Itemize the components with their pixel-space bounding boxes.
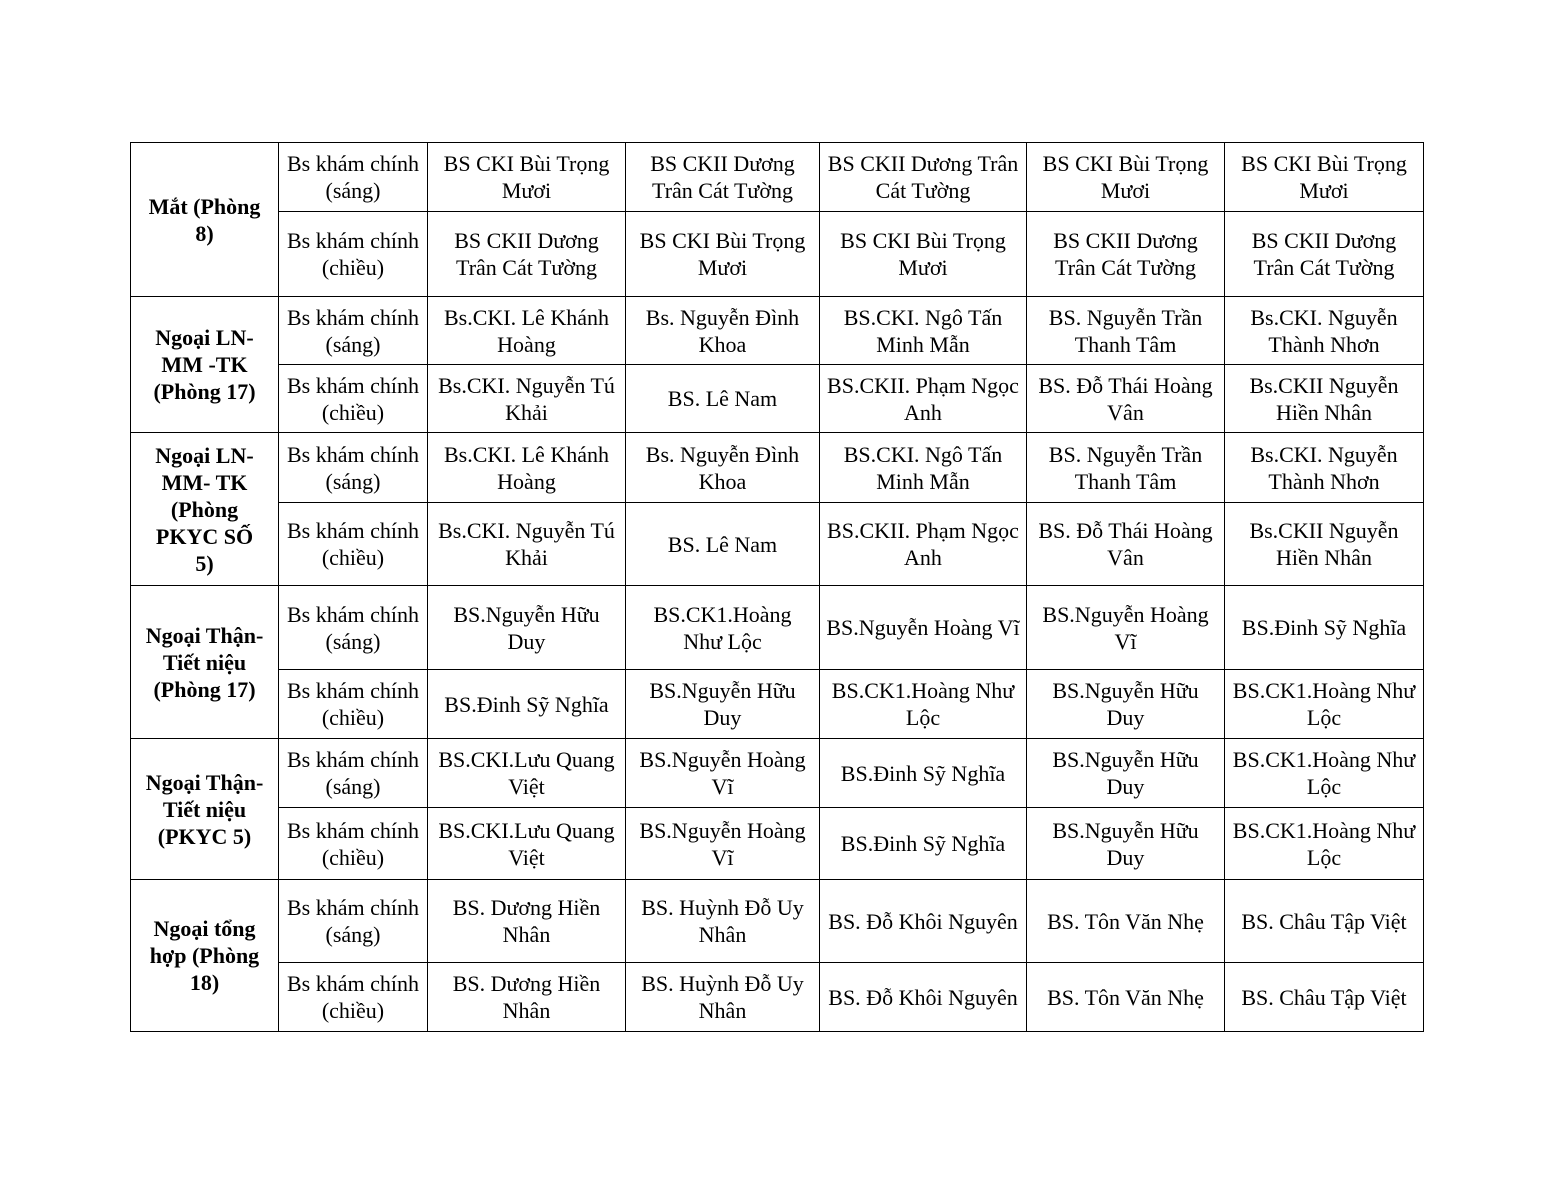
department-name-text: Ngoại Thận-Tiết niệu (PKYC 5): [145, 769, 264, 849]
doctor-cell: BS. Đỗ Khôi Nguyên: [820, 880, 1027, 963]
shift-label: Bs khám chính (chiều): [279, 365, 428, 433]
doctor-cell: BS CKII Dương Trân Cát Tường: [428, 212, 626, 297]
doctor-cell: BS.CKI.Lưu Quang Việt: [428, 739, 626, 808]
doctor-cell: BS.CK1.Hoàng Như Lộc: [626, 586, 820, 670]
doctor-cell: BS. Dương Hiền Nhân: [428, 880, 626, 963]
table-row: [131, 670, 1424, 739]
department-name-text: Ngoại LN-MM- TK (Phòng PKYC SỐ 5): [155, 442, 254, 576]
doctor-cell: BS.Nguyễn Hữu Duy: [1027, 808, 1225, 880]
doctor-cell: BS.CKII. Phạm Ngọc Anh: [820, 365, 1027, 433]
doctor-cell: Bs.CKI. Nguyễn Thành Nhơn: [1225, 433, 1424, 503]
shift-label: Bs khám chính (sáng): [279, 880, 428, 963]
schedule-body: [131, 143, 1424, 1032]
doctor-cell: BS CKII Dương Trân Cát Tường: [1225, 212, 1424, 297]
doctor-cell: Bs.CKI. Nguyễn Tú Khải: [428, 365, 626, 433]
department-name-text: Ngoại tổng hợp (Phòng 18): [149, 916, 260, 995]
doctor-cell: Bs. Nguyễn Đình Khoa: [626, 297, 820, 365]
table-row: [131, 880, 1424, 963]
doctor-cell: BS. Lê Nam: [626, 365, 820, 433]
doctor-cell: Bs.CKI. Lê Khánh Hoàng: [428, 433, 626, 503]
doctor-cell: BS CKI Bùi Trọng Mươi: [626, 212, 820, 297]
doctor-cell: BS.Nguyễn Hoàng Vĩ: [626, 808, 820, 880]
table-row: [131, 297, 1424, 365]
doctor-cell: BS.Nguyễn Hữu Duy: [428, 586, 626, 670]
doctor-cell: BS.Đinh Sỹ Nghĩa: [820, 739, 1027, 808]
schedule-table: [130, 142, 1424, 1032]
department-name: [131, 433, 279, 586]
table-row: [131, 808, 1424, 880]
doctor-cell: BS. Dương Hiền Nhân: [428, 963, 626, 1032]
doctor-cell: BS CKI Bùi Trọng Mươi: [428, 143, 626, 212]
doctor-cell: Bs.CKI. Nguyễn Thành Nhơn: [1225, 297, 1424, 365]
doctor-cell: Bs. Nguyễn Đình Khoa: [626, 433, 820, 503]
doctor-cell: BS.CKI. Ngô Tấn Minh Mẫn: [820, 297, 1027, 365]
department-name-text: Mắt (Phòng 8): [148, 193, 261, 246]
table-row: [131, 503, 1424, 586]
doctor-cell: BS. Huỳnh Đỗ Uy Nhân: [626, 963, 820, 1032]
doctor-cell: BS.CKI.Lưu Quang Việt: [428, 808, 626, 880]
doctor-cell: BS. Châu Tập Việt: [1225, 963, 1424, 1032]
doctor-cell: BS CKII Dương Trân Cát Tường: [626, 143, 820, 212]
table-row: [131, 143, 1424, 212]
doctor-cell: BS.Nguyễn Hữu Duy: [1027, 670, 1225, 739]
table-row: [131, 739, 1424, 808]
doctor-cell: BS.Đinh Sỹ Nghĩa: [1225, 586, 1424, 670]
doctor-cell: BS. Nguyễn Trần Thanh Tâm: [1027, 433, 1225, 503]
shift-label: Bs khám chính (chiều): [279, 503, 428, 586]
shift-label: Bs khám chính (sáng): [279, 143, 428, 212]
doctor-cell: BS. Châu Tập Việt: [1225, 880, 1424, 963]
doctor-cell: BS. Tôn Văn Nhẹ: [1027, 963, 1225, 1032]
doctor-cell: BS.Đinh Sỹ Nghĩa: [428, 670, 626, 739]
doctor-cell: BS CKI Bùi Trọng Mươi: [1027, 143, 1225, 212]
doctor-cell: BS.Nguyễn Hoàng Vĩ: [820, 586, 1027, 670]
department-name-text: Ngoại LN-MM -TK (Phòng 17): [153, 325, 256, 404]
shift-label: Bs khám chính (sáng): [279, 433, 428, 503]
doctor-cell: Bs.CKI. Lê Khánh Hoàng: [428, 297, 626, 365]
doctor-cell: BS.Nguyễn Hoàng Vĩ: [626, 739, 820, 808]
doctor-cell: BS. Tôn Văn Nhẹ: [1027, 880, 1225, 963]
doctor-cell: Bs.CKI. Nguyễn Tú Khải: [428, 503, 626, 586]
table-row: [131, 586, 1424, 670]
doctor-cell: BS. Lê Nam: [626, 503, 820, 586]
doctor-cell: BS CKII Dương Trân Cát Tường: [820, 143, 1027, 212]
doctor-cell: Bs.CKII Nguyễn Hiền Nhân: [1225, 365, 1424, 433]
shift-label: Bs khám chính (chiều): [279, 963, 428, 1032]
doctor-cell: BS. Đỗ Khôi Nguyên: [820, 963, 1027, 1032]
shift-label: Bs khám chính (chiều): [279, 808, 428, 880]
doctor-cell: Bs.CKII Nguyễn Hiền Nhân: [1225, 503, 1424, 586]
table-row: [131, 963, 1424, 1032]
doctor-cell: BS. Đỗ Thái Hoàng Vân: [1027, 503, 1225, 586]
doctor-cell: BS.Nguyễn Hữu Duy: [626, 670, 820, 739]
doctor-cell: BS.CKII. Phạm Ngọc Anh: [820, 503, 1027, 586]
doctor-cell: BS CKI Bùi Trọng Mươi: [1225, 143, 1424, 212]
table-row: [131, 433, 1424, 503]
department-name: [131, 297, 279, 433]
doctor-cell: BS.Nguyễn Hữu Duy: [1027, 739, 1225, 808]
shift-label: Bs khám chính (chiều): [279, 212, 428, 297]
doctor-cell: BS CKI Bùi Trọng Mươi: [820, 212, 1027, 297]
department-name: [131, 586, 279, 739]
department-name: [131, 739, 279, 880]
doctor-cell: BS.Đinh Sỹ Nghĩa: [820, 808, 1027, 880]
department-name: [131, 143, 279, 297]
doctor-cell: BS.CK1.Hoàng Như Lộc: [1225, 670, 1424, 739]
shift-label: Bs khám chính (sáng): [279, 739, 428, 808]
shift-label: Bs khám chính (sáng): [279, 297, 428, 365]
doctor-cell: BS. Đỗ Thái Hoàng Vân: [1027, 365, 1225, 433]
doctor-cell: BS.CK1.Hoàng Như Lộc: [820, 670, 1027, 739]
doctor-cell: BS. Huỳnh Đỗ Uy Nhân: [626, 880, 820, 963]
doctor-cell: BS. Nguyễn Trần Thanh Tâm: [1027, 297, 1225, 365]
shift-label: Bs khám chính (chiều): [279, 670, 428, 739]
doctor-cell: BS.Nguyễn Hoàng Vĩ: [1027, 586, 1225, 670]
doctor-cell: BS.CK1.Hoàng Như Lộc: [1225, 808, 1424, 880]
table-row: [131, 212, 1424, 297]
doctor-cell: BS.CK1.Hoàng Như Lộc: [1225, 739, 1424, 808]
department-name: [131, 880, 279, 1032]
department-name-text: Ngoại Thận-Tiết niệu (Phòng 17): [145, 622, 264, 702]
shift-label: Bs khám chính (sáng): [279, 586, 428, 670]
doctor-cell: BS.CKI. Ngô Tấn Minh Mẫn: [820, 433, 1027, 503]
table-row: [131, 365, 1424, 433]
doctor-cell: BS CKII Dương Trân Cát Tường: [1027, 212, 1225, 297]
